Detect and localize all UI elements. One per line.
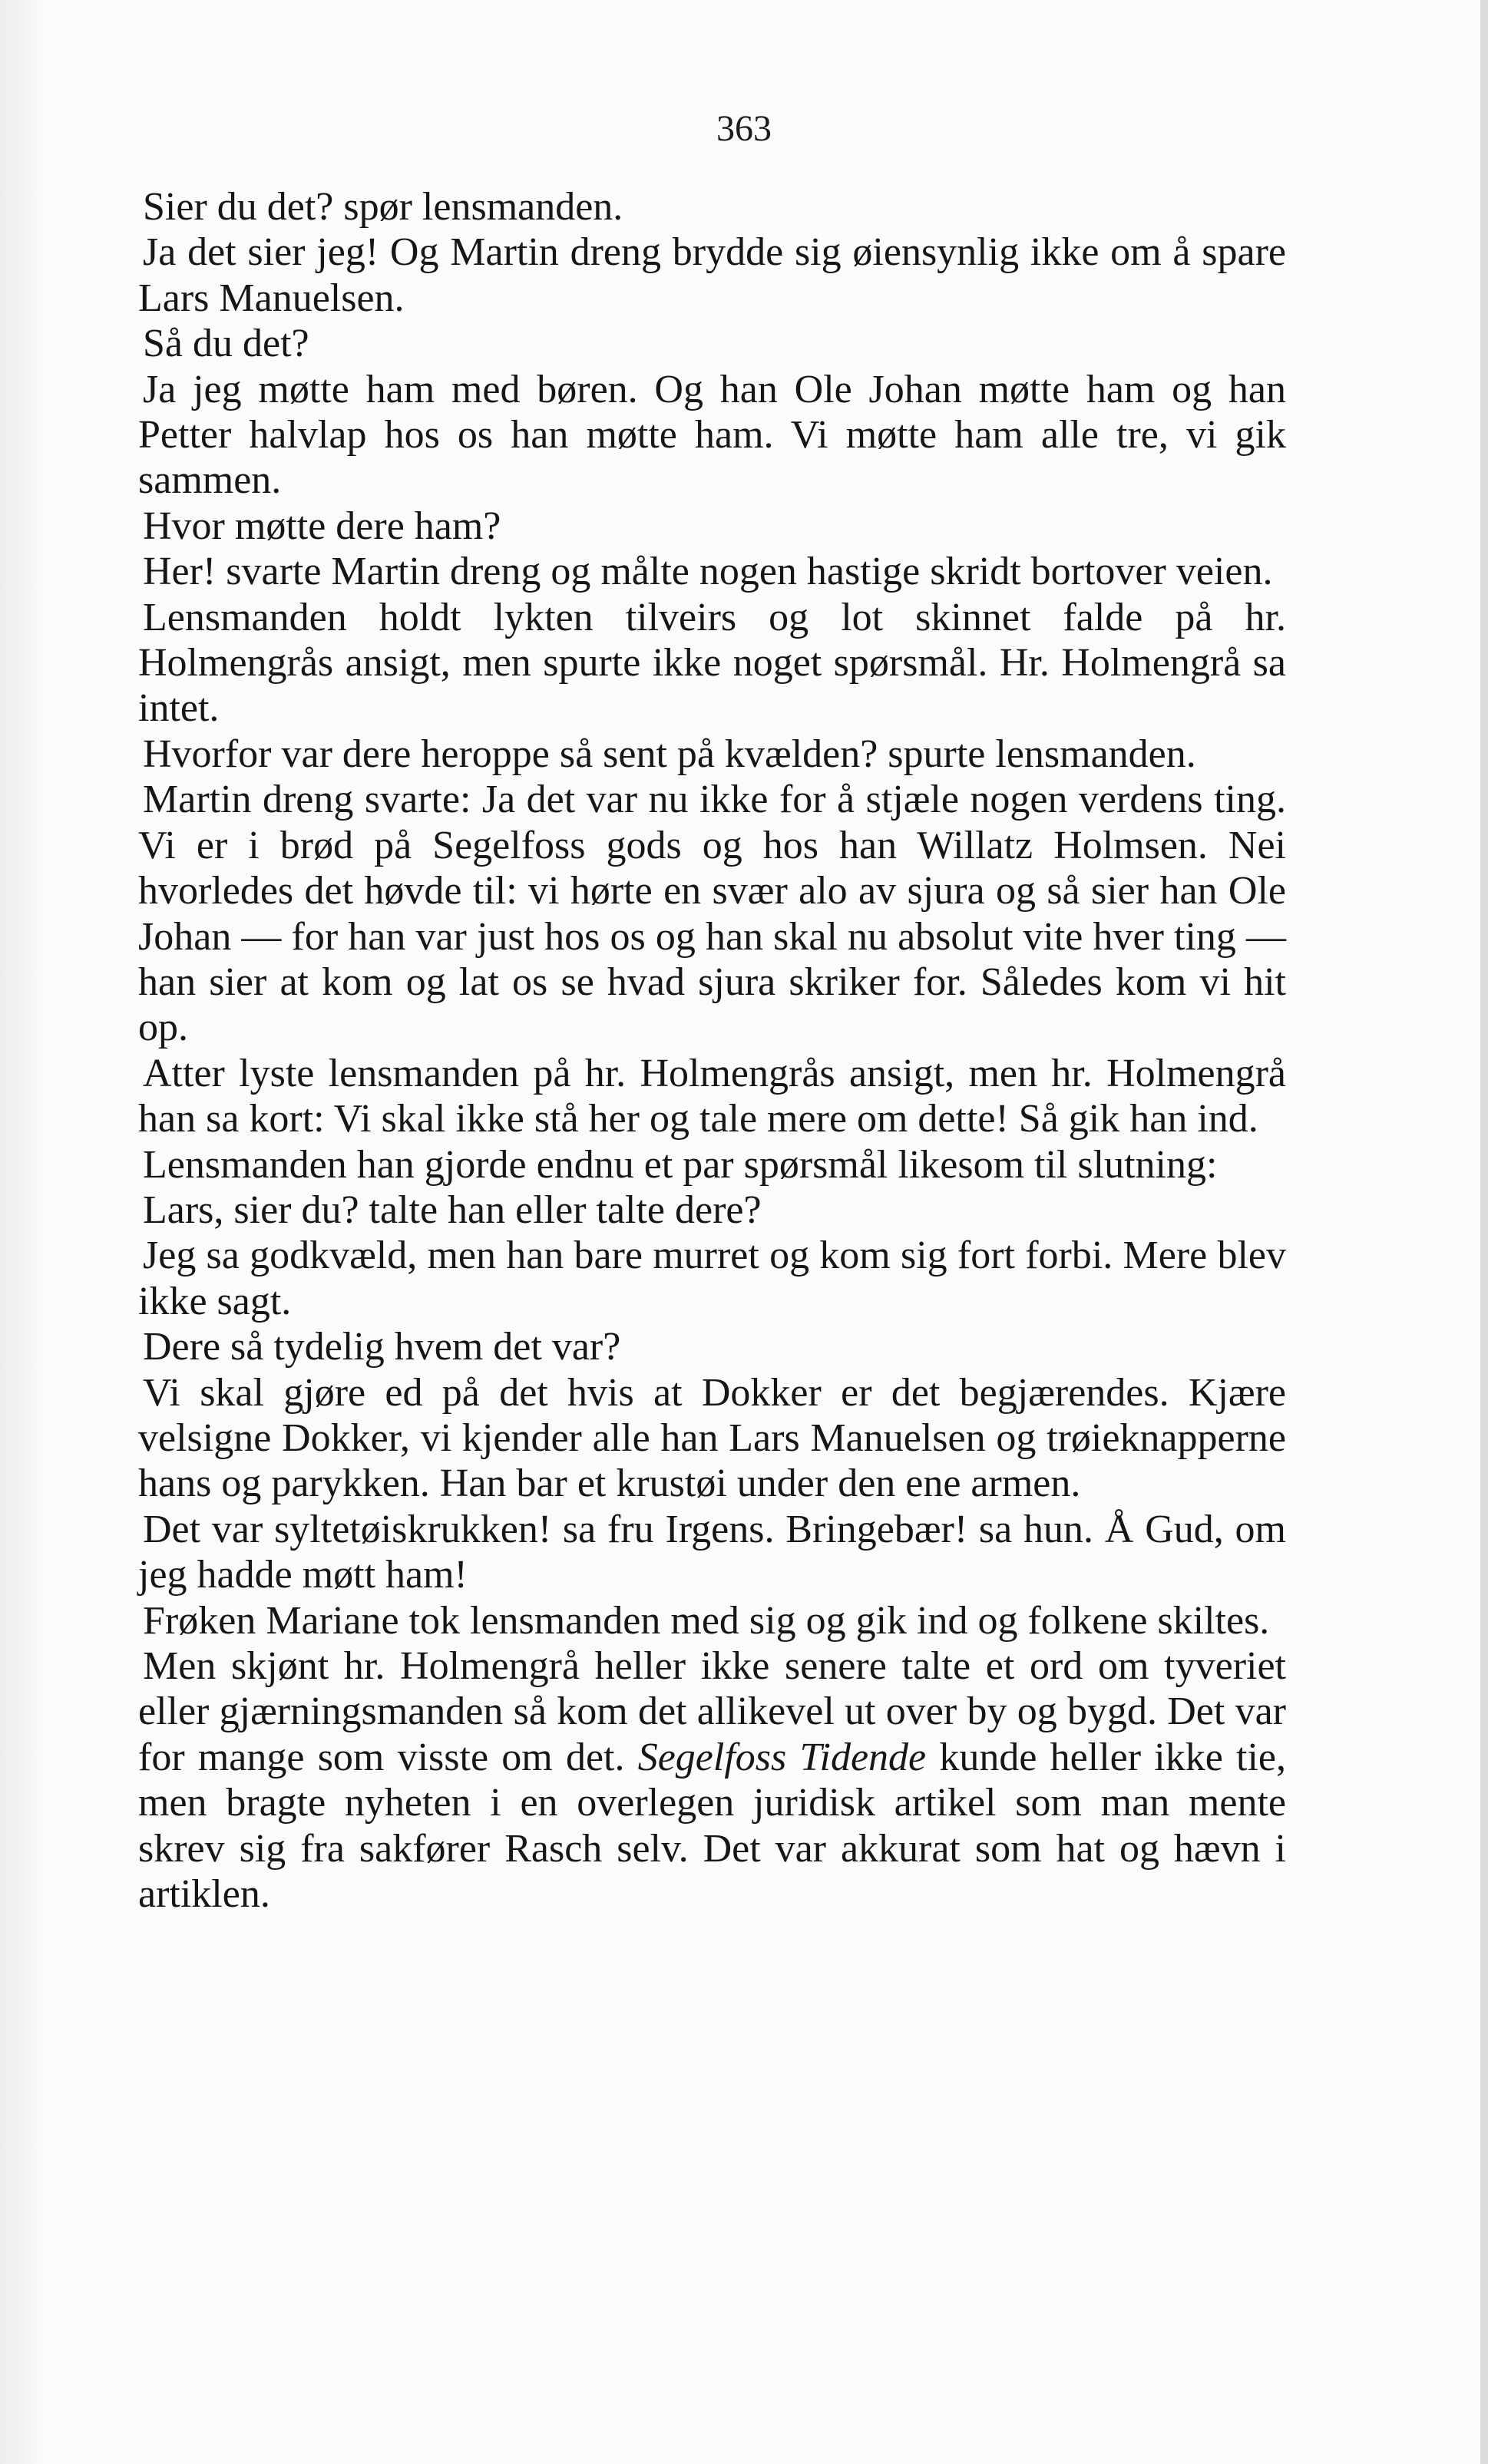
paragraph: Ja det sier jeg! Og Martin dreng brydde sig øiensynlig ikke om å spare Lars Manuelsen. [138,230,1286,320]
paragraph: Hvorfor var dere heroppe så sent på kvælden? spurte lensmanden. [143,732,1196,776]
page-number: 363 [716,108,772,149]
body-text [138,184,1286,1917]
paragraph: Sier du det? spør lensmanden. [143,185,623,229]
paragraph: Her! svarte Martin dreng og målte nogen hastige skridt bortover veien. [143,550,1273,594]
paragraph: Lensmanden han gjorde endnu et par spørsmål likesom til slutning: [143,1142,1218,1187]
paragraph: Dere så tydelig hvem det var? [143,1325,621,1369]
paragraph: Jeg sa godkvæld, men han bare murret og kom sig fort forbi. Mere blev ikke sagt. [138,1234,1286,1323]
page-right-edge [1480,0,1488,2464]
paragraph: Lensmanden holdt lykten tilveirs og lot skinnet falde på hr. Holmengrås ansigt, men spurte ikke noget spørsmål. Hr. Holmengrå sa intet. [138,595,1286,731]
text-run: kunde heller ikke tie, men bragte nyheten i en overlegen juridisk artikel som man mente skrev sig fra sakfører Rasch selv. Det var akkurat som hat og hævn i artiklen. [138,1735,1287,1917]
page-gutter-shadow [0,0,41,2464]
text-run: Men skjønt hr. Holmengrå heller ikke senere talte et ord om tyveriet eller gjærningsmanden så kom det allikevel ut over by og bygd. Det var for mange som visste om det. [138,1644,1286,1779]
paragraph: Lars, sier du? talte han eller talte dere? [143,1187,762,1232]
paragraph-last [138,1643,1286,1917]
paragraph: Vi skal gjøre ed på det hvis at Dokker er det begjærendes. Kjære velsigne Dokker, vi kjender alle han Lars Manuelsen og trøieknapperne hans og parykken. Han bar et krustøi under den ene armen. [138,1370,1286,1506]
paragraph: Så du det? [143,322,309,366]
paragraph: Ja jeg møtte ham med børen. Og han Ole Johan møtte ham og han Petter halvlap hos os han møtte ham. Vi møtte ham alle tre, vi gik sammen. [138,367,1286,503]
paragraph: Frøken Mariane tok lensmanden med sig og gik ind og folkene skiltes. [143,1598,1270,1643]
newspaper-title: Segelfoss Tidende [637,1735,927,1779]
paragraph: Det var syltetøiskrukken! sa fru Irgens. Bringebær! sa hun. Å Gud, om jeg hadde møtt ham! [138,1507,1286,1597]
paragraph: Martin dreng svarte: Ja det var nu ikke for å stjæle nogen verdens ting. Vi er i brød på Segelfoss gods og hos han Willatz Holmsen. Nei hvorledes det høvde til: vi hørte en svær alo av sjura og så sier han Ole Johan — for han var just hos os og han skal nu absolut vite hver ting — han sier at kom og lat os se hvad sjura skriker for. Således kom vi hit op. [138,778,1286,1050]
paragraph: Atter lyste lensmanden på hr. Holmengrås ansigt, men hr. Holmengrå han sa kort: Vi skal ikke stå her og tale mere om dette! Så gik han ind. [138,1051,1286,1141]
paragraph: Hvor møtte dere ham? [143,504,501,548]
